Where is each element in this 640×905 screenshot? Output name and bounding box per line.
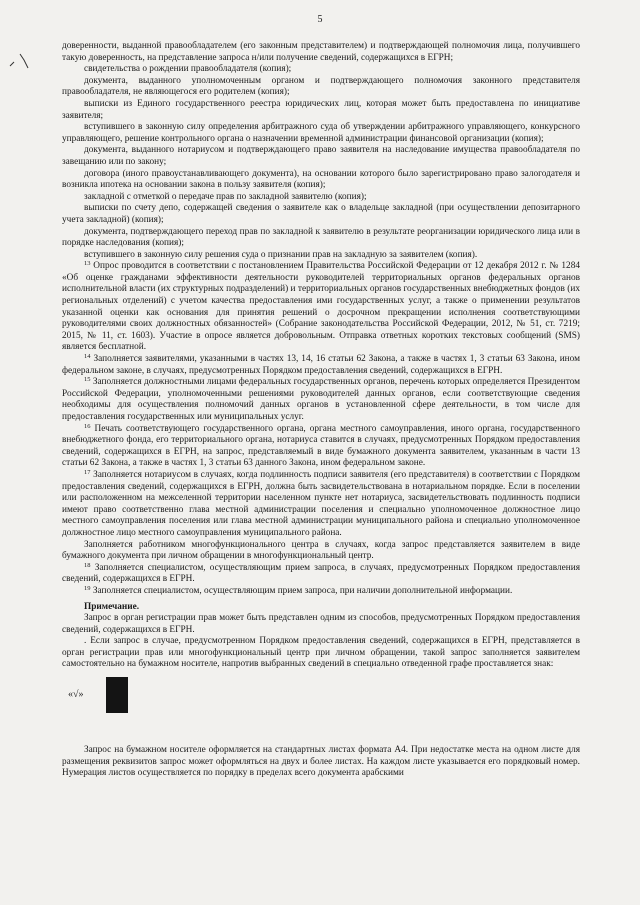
footnote-number: 18: [84, 561, 91, 569]
footnote-paragraph: [62, 250, 580, 262]
paragraph-text: Заполняется специалистом, осуществляющим прием запроса, при наличии дополнительной информации.: [92, 585, 513, 596]
footnote-list: [62, 41, 580, 598]
check-sign: «√»: [68, 689, 84, 701]
paragraph-text: Заполняется работником многофункционального центра в случаях, когда запрос представляется заявителем в виде бумажного документа при личном обращении в многофункциональный центр.: [62, 539, 580, 562]
footnote-paragraph: [62, 227, 580, 250]
paragraph-text: документа, выданного уполномоченным органом и подтверждающего полномочия законного представителя правообладателя, не являющегося его родителем (копия);: [62, 75, 580, 98]
footnote-number: 16: [84, 422, 91, 430]
paragraph-text: закладной с отметкой о передаче прав по закладной заявителю (копия);: [84, 191, 367, 202]
footnote-paragraph: [62, 540, 580, 563]
footnote-paragraph: [62, 377, 580, 423]
footnote-paragraph: [62, 145, 580, 168]
paragraph-text: выписки из Единого государственного реестра юридических лиц, которая может быть предоставлена по инициативе заявителя;: [62, 98, 580, 121]
paragraph-text: Печать соответствующего государственного органа, органа местного самоуправления, иного органа, государственного внебюджетного фонда, его территориального органа, нотариуса ставится в случаях, предусмотренных Порядком предоставления сведений, содержащихся в ЕГРН, на запрос, представляемый в виде бумажного документа заявителем, указанным в части 13 статьи 62 Закона, а также в частях 1, 3 статьи 63 данного Закона, ином федеральном законе.: [62, 423, 581, 469]
paragraph-text: . Если запрос в случае, предусмотренном Порядком предоставления сведений, содержащихся в ЕГРН, представляется в орган регистрации прав или многофункциональный центр при личном обращении, такой запрос заполняется заявителем самостоятельно на бумажном носителе, напротив выбранных сведений в специально отведенной графе проставляется знак:: [62, 636, 580, 670]
final-paragraph: Запрос на бумажном носителе оформляется на стандартных листах формата А4. При недостатке места на одном листе для размещения реквизитов запрос может оформляться на двух и более листах. На каждом листе указывается его порядковый номер. Нумерация листов осуществляется по порядку в пределах всего документа арабскими: [62, 745, 580, 779]
footnote-paragraph: [62, 203, 580, 226]
paragraph-text: Опрос проводится в соответствии с постановлением Правительства Российской Федерации от 12 декабря 2012 г. № 1284 «Об оценке гражданами эффективности деятельности руководителей территориальных органов федеральных органов исполнительной власти (их структурных подразделений) и территориальных органов государственных внебюджетных фондов (их региональных отделений) с учетом качества предоставления ими государственных услуг, а также о применении результатов указанной оценки как основания для принятия решений о досрочном прекращении исполнения соответствующими руководителями своих должностных обязанностей» (Собрание законодательства Российской Федерации, 2012, № 51, ст. 7219; 2015, № 11, ст. 1603). Участие в опросе является добровольным. Отправка ответных коротких текстовых сообщений (SMS) является бесплатной.: [62, 261, 580, 353]
footnote-number: 17: [84, 468, 91, 476]
paragraph-text: договора (иного правоустанавливающего документа), на основании которого было зарегистрировано право залогодателя и возникла ипотека на основании закона в пользу заявителя (копия);: [62, 168, 580, 191]
paragraph-text: выписки по счету депо, содержащей сведения о заявителе как о владельце закладной (при осуществлении депозитарного учета закладной) (копия);: [62, 203, 580, 225]
footnote-number: 14: [84, 353, 91, 361]
paragraph-text: документа, подтверждающего переход прав по закладной к заявителю в результате реорганизации юридического лица или в порядке наследования (копия);: [62, 226, 580, 249]
footnote-number: 13: [84, 260, 91, 268]
footnote-paragraph: [62, 586, 580, 598]
paragraph-text: Заполняется нотариусом в случаях, когда подлинность подписи заявителя (его представителя) в соответствии с Порядком предоставления сведений, содержащихся в ЕГРН, должна быть засвидетельствована в нотариальном порядке. Если в поселении или расположенном на межселенной территории населенном пункте нет нотариуса, засвидетельствовать подлинность подписи имеют право соответственно глава местной администрации поселения и специально уполномоченное должностное лицо местного самоуправления поселения или глава местной администрации муниципального района и специально уполномоченное должностное лицо местного самоуправления муниципального района.: [62, 469, 580, 538]
check-sign-row: [62, 677, 580, 717]
paragraph-text: Заполняется специалистом, осуществляющим прием запроса, в случаях, предусмотренных Порядком предоставления сведений, содержащихся в ЕГРН.: [62, 562, 580, 585]
pen-mark-icon: [6, 48, 40, 74]
footnote-paragraph: [62, 424, 580, 470]
paragraph-text: Заполняется заявителями, указанными в частях 13, 14, 16 статьи 62 Закона, а также в частях 1, 3 статьи 63 Закона, ином федеральном законе, в случаях, предусмотренных Порядком предоставления сведений, содержащихся в ЕГРН.: [62, 354, 581, 376]
page-number: 5: [317, 14, 323, 25]
footnote-number: 15: [84, 376, 91, 384]
footnote-paragraph: [62, 563, 580, 586]
paragraph-text: доверенности, выданной правообладателем (его законным представителем) и подтверждающей полномочия лица, получившего такую доверенность, на представление запроса н/или получение сведений, содержащихся в ЕГРН;: [62, 41, 580, 63]
footnote-paragraph: [62, 192, 580, 204]
footnote-number: 19: [84, 584, 91, 592]
footnote-paragraph: [62, 169, 580, 192]
footnote-paragraph: [62, 122, 580, 145]
note-list: [62, 613, 580, 671]
redaction-box: [106, 677, 128, 713]
footnote-paragraph: [62, 261, 580, 354]
note-heading: Примечание.: [84, 601, 140, 612]
paragraph-text: Заполняется должностными лицами федеральных государственных органов, перечень которых определяется Президентом Российской Федерации, уполномоченными решениями руководителей данных органов, если соответствующие сведения необходимы для осуществления полномочий данных органов в установленной сфере деятельности, в том числе для предоставления государственных или муниципальных услуг.: [62, 377, 580, 422]
footnote-paragraph: [62, 99, 580, 122]
paragraph-text: вступившего в законную силу решения суда о признании прав на закладную за заявителем (копия).: [84, 249, 478, 260]
footnote-paragraph: [62, 41, 580, 64]
note-paragraph: [62, 613, 580, 636]
paragraph-text: свидетельства о рождении правообладателя (копия);: [84, 64, 292, 75]
paragraph-text: Запрос в орган регистрации прав может быть представлен одним из способов, предусмотренных Порядком предоставления сведений, содержащихся в ЕГРН.: [62, 613, 580, 635]
paragraph-text: документа, выданного нотариусом и подтверждающего право заявителя на наследование имущества правообладателя по завещанию или по закону;: [62, 145, 580, 167]
footnote-paragraph: [62, 354, 580, 377]
paragraph-text: вступившего в законную силу определения арбитражного суда об утверждении арбитражного управляющего, конкурсного управляющего, решение контрольного органа о назначении временной администрации финансовой организации (копия);: [62, 122, 580, 144]
document-body: [62, 41, 580, 780]
footnote-paragraph: [62, 470, 580, 540]
note-paragraph: [62, 636, 580, 671]
footnote-paragraph: [62, 64, 580, 76]
footnote-paragraph: [62, 76, 580, 99]
